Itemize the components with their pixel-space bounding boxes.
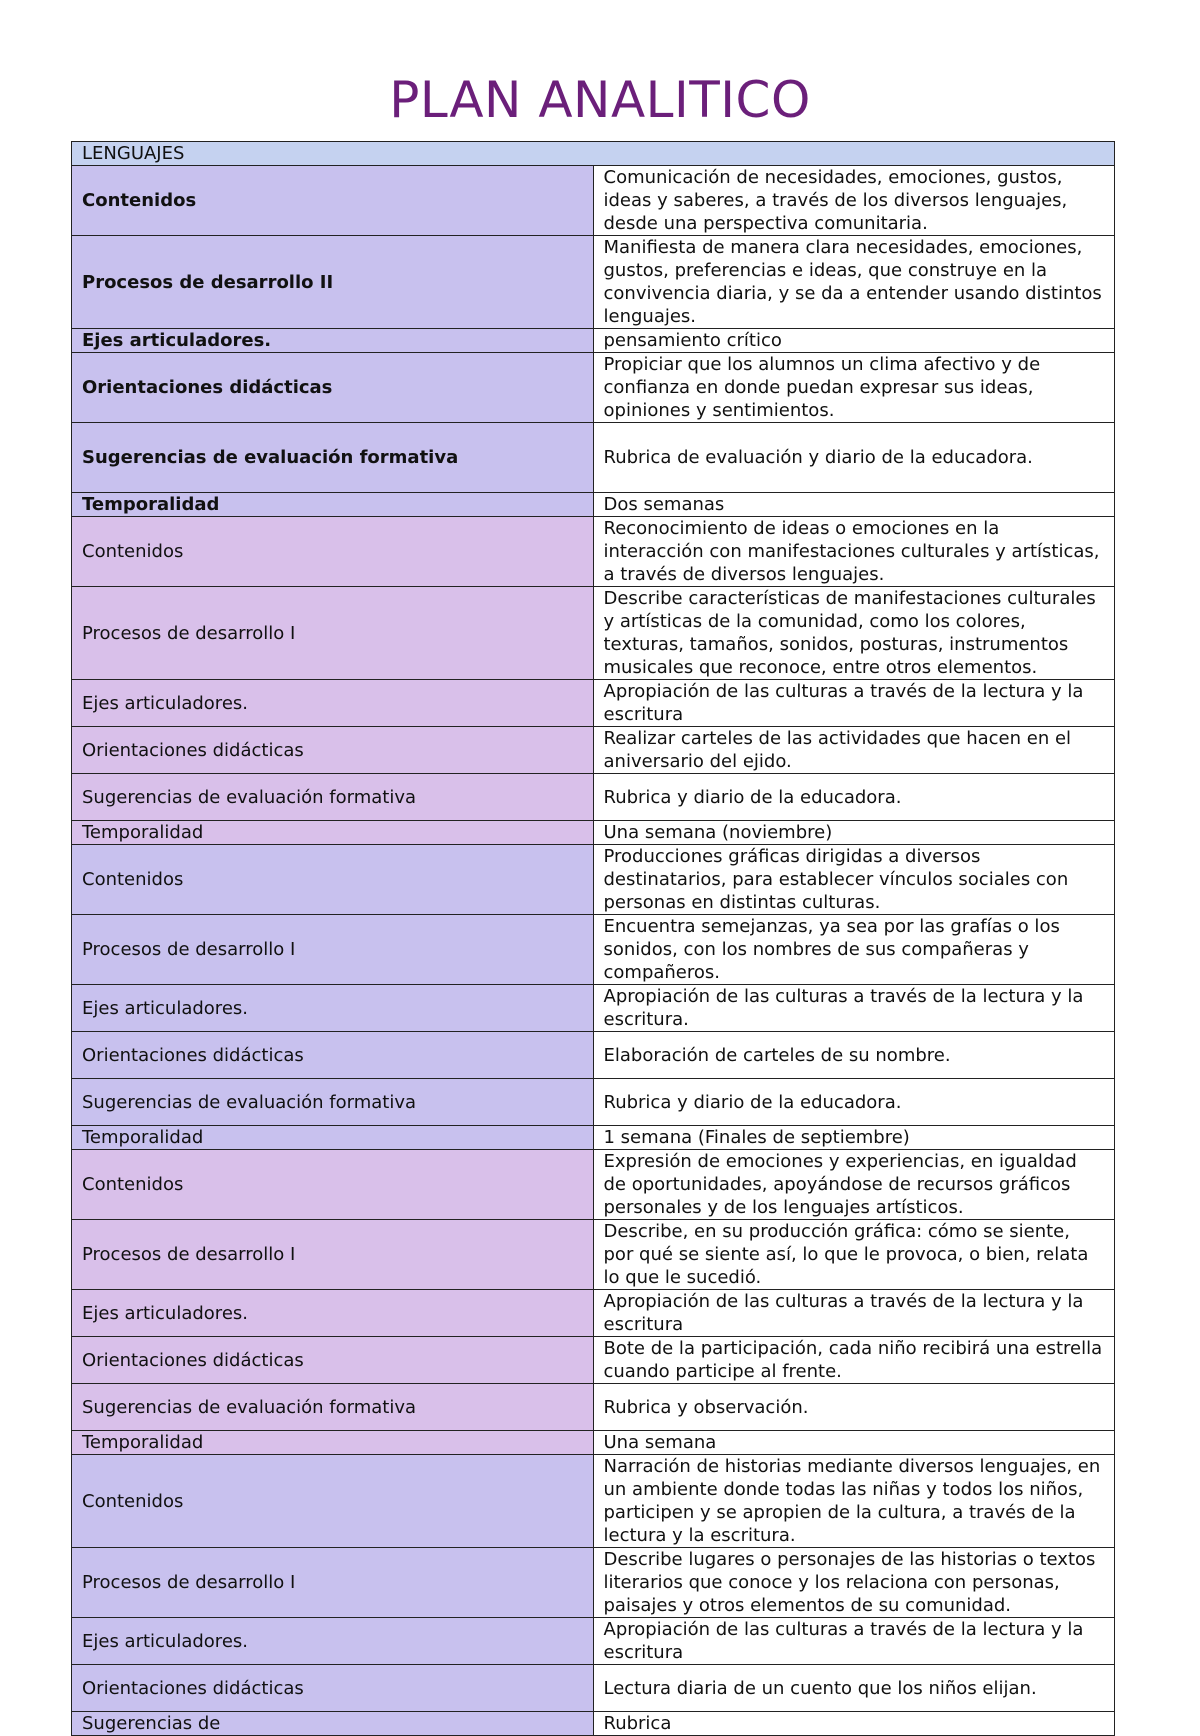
row-label: Contenidos <box>72 517 594 587</box>
row-label: Temporalidad <box>72 821 594 845</box>
row-value: Producciones gráficas dirigidas a diversos destinatarios, para establecer vínculos sociales con personas en distintas culturas. <box>593 845 1115 915</box>
row-label: Orientaciones didácticas <box>72 727 594 774</box>
table-row <box>72 821 1115 845</box>
table-row <box>72 1384 1115 1431</box>
row-label: Temporalidad <box>72 1126 594 1150</box>
table-row <box>72 1150 1115 1220</box>
row-value: Reconocimiento de ideas o emociones en la interacción con manifestaciones culturales y artísticas, a través de diversos lenguajes. <box>593 517 1115 587</box>
row-value: Lectura diaria de un cuento que los niños elijan. <box>593 1665 1115 1712</box>
row-label: Procesos de desarrollo I <box>72 1220 594 1290</box>
table-row <box>72 1548 1115 1618</box>
table-row <box>72 353 1115 423</box>
row-value: Expresión de emociones y experiencias, en igualdad de oportunidades, apoyándose de recursos gráficos personales y de los lenguajes artísticos. <box>593 1150 1115 1220</box>
row-value: Comunicación de necesidades, emociones, gustos, ideas y saberes, a través de los diversos lenguajes, desde una perspectiva comunitaria. <box>593 166 1115 236</box>
row-value: Encuentra semejanzas, ya sea por las grafías o los sonidos, con los nombres de sus compañeras y compañeros. <box>593 915 1115 985</box>
table-row <box>72 1079 1115 1126</box>
row-value: Describe características de manifestaciones culturales y artísticas de la comunidad, como los colores, texturas, tamaños, sonidos, posturas, instrumentos musicales que reconoce, entre otros elementos. <box>593 587 1115 680</box>
row-value: Narración de historias mediante diversos lenguajes, en un ambiente donde todas las niñas y todos los niños, participen y se apropien de la cultura, a través de la lectura y la escritura. <box>593 1455 1115 1548</box>
row-value: Apropiación de las culturas a través de la lectura y la escritura <box>593 1618 1115 1665</box>
row-label: Contenidos <box>72 166 594 236</box>
row-value: Dos semanas <box>593 493 1115 517</box>
table-row <box>72 1220 1115 1290</box>
row-value: Apropiación de las culturas a través de la lectura y la escritura <box>593 680 1115 727</box>
row-label: Orientaciones didácticas <box>72 1032 594 1079</box>
row-label: Sugerencias de evaluación formativa <box>72 774 594 821</box>
row-label: Temporalidad <box>72 493 594 517</box>
row-value: Rubrica y observación. <box>593 1384 1115 1431</box>
table-row <box>72 1431 1115 1455</box>
row-label: Sugerencias de evaluación formativa <box>72 1384 594 1431</box>
row-label: Sugerencias de <box>72 1712 594 1736</box>
table-row <box>72 587 1115 680</box>
row-label: Procesos de desarrollo I <box>72 1548 594 1618</box>
row-value: Rubrica y diario de la educadora. <box>593 774 1115 821</box>
table-row <box>72 1032 1115 1079</box>
table-row <box>72 985 1115 1032</box>
table-header-cell: LENGUAJES <box>72 142 1115 166</box>
table-row <box>72 1337 1115 1384</box>
table-row <box>72 1712 1115 1736</box>
table-row <box>72 915 1115 985</box>
table-row <box>72 727 1115 774</box>
row-value: Una semana <box>593 1431 1115 1455</box>
row-label: Contenidos <box>72 1150 594 1220</box>
row-value: Rubrica de evaluación y diario de la educadora. <box>593 423 1115 493</box>
row-label: Sugerencias de evaluación formativa <box>72 1079 594 1126</box>
row-value: Elaboración de carteles de su nombre. <box>593 1032 1115 1079</box>
row-label: Procesos de desarrollo I <box>72 915 594 985</box>
table-row <box>72 166 1115 236</box>
row-value: Describe lugares o personajes de las historias o textos literarios que conoce y los relaciona con personas, paisajes y otros elementos de su comunidad. <box>593 1548 1115 1618</box>
row-value: Realizar carteles de las actividades que hacen en el aniversario del ejido. <box>593 727 1115 774</box>
table-row <box>72 680 1115 727</box>
row-value: Apropiación de las culturas a través de la lectura y la escritura. <box>593 985 1115 1032</box>
table-header-row <box>72 142 1115 166</box>
table-row <box>72 517 1115 587</box>
page-title: PLAN ANALITICO <box>389 71 811 129</box>
row-label: Ejes articuladores. <box>72 680 594 727</box>
table-row <box>72 774 1115 821</box>
table-row <box>72 1665 1115 1712</box>
table-row <box>72 1618 1115 1665</box>
row-label: Orientaciones didácticas <box>72 1665 594 1712</box>
table-row <box>72 236 1115 329</box>
row-value: Una semana (noviembre) <box>593 821 1115 845</box>
row-label: Ejes articuladores. <box>72 1290 594 1337</box>
table-row <box>72 1455 1115 1548</box>
row-value: Apropiación de las culturas a través de la lectura y la escritura <box>593 1290 1115 1337</box>
table-row <box>72 493 1115 517</box>
row-value: Rubrica <box>593 1712 1115 1736</box>
table-row <box>72 845 1115 915</box>
table-row <box>72 329 1115 353</box>
row-value: Manifiesta de manera clara necesidades, emociones, gustos, preferencias e ideas, que construye en la convivencia diaria, y se da a entender usando distintos lenguajes. <box>593 236 1115 329</box>
row-value: Bote de la participación, cada niño recibirá una estrella cuando participe al frente. <box>593 1337 1115 1384</box>
table-row <box>72 423 1115 493</box>
row-label: Procesos de desarrollo I <box>72 587 594 680</box>
row-label: Orientaciones didácticas <box>72 353 594 423</box>
row-value: Propiciar que los alumnos un clima afectivo y de confianza en donde puedan expresar sus ideas, opiniones y sentimientos. <box>593 353 1115 423</box>
row-label: Ejes articuladores. <box>72 985 594 1032</box>
row-label: Temporalidad <box>72 1431 594 1455</box>
row-label: Orientaciones didácticas <box>72 1337 594 1384</box>
row-label: Contenidos <box>72 845 594 915</box>
plan-table <box>71 141 1115 1736</box>
row-value: Describe, en su producción gráfica: cómo se siente, por qué se siente así, lo que le provoca, o bien, relata lo que le sucedió. <box>593 1220 1115 1290</box>
row-value: 1 semana (Finales de septiembre) <box>593 1126 1115 1150</box>
row-value: Rubrica y diario de la educadora. <box>593 1079 1115 1126</box>
table-row <box>72 1290 1115 1337</box>
table-row <box>72 1126 1115 1150</box>
row-label: Ejes articuladores. <box>72 329 594 353</box>
row-label: Contenidos <box>72 1455 594 1548</box>
row-label: Procesos de desarrollo II <box>72 236 594 329</box>
row-value: pensamiento crítico <box>593 329 1115 353</box>
row-label: Sugerencias de evaluación formativa <box>72 423 594 493</box>
row-label: Ejes articuladores. <box>72 1618 594 1665</box>
table-body <box>72 142 1115 1736</box>
